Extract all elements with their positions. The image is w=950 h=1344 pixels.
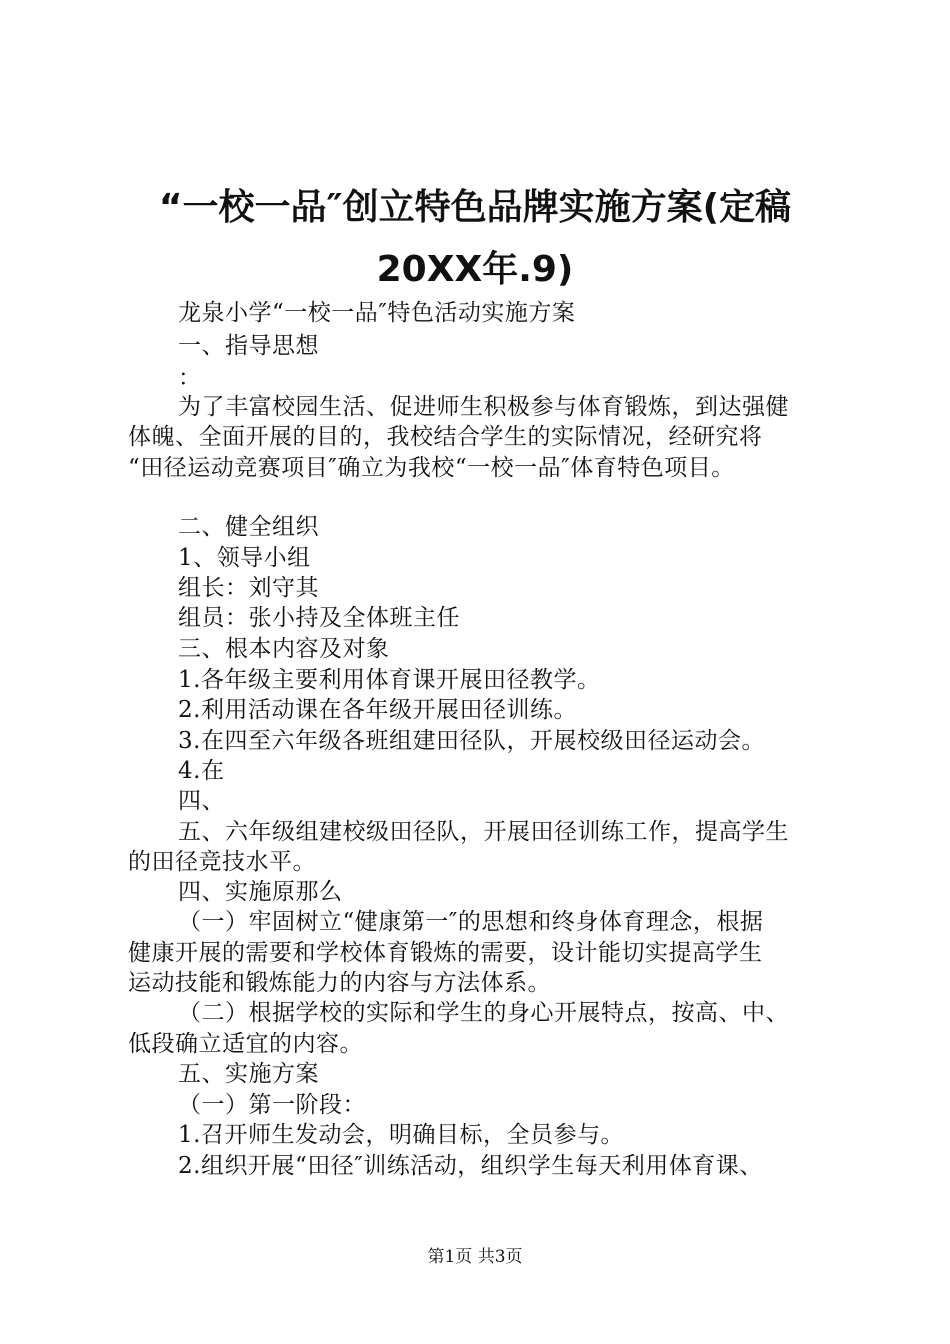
list-item: 1.各年级主要利用体育课开展田径教学。 — [178, 667, 601, 693]
paragraph-line: （一）牢固树立“健康第一″的思想和终身体育理念，根据 — [178, 909, 764, 935]
paragraph-line: 体魄、全面开展的目的，我校结合学生的实际情况，经研究将 — [128, 424, 763, 450]
document-title-line-2: 20XX年.9) — [376, 249, 574, 290]
text-line: 组长：刘守其 — [178, 575, 319, 601]
paragraph-line: 的田径竞技水平。 — [128, 849, 316, 875]
paragraph-line: 运动技能和锻炼能力的内容与方法体系。 — [128, 970, 551, 996]
list-item: 1.召开师生发动会，明确目标，全员参与。 — [178, 1122, 624, 1148]
list-item: 2.组织开展“田径″训练活动，组织学生每天利用体育课、 — [178, 1153, 763, 1179]
paragraph-line: “田径运动竞赛项目″确立为我校“一校一品″体育特色项目。 — [128, 455, 735, 481]
page-number-footer: 第1页 共3页 — [427, 1247, 523, 1267]
text-line: 四、 — [178, 788, 225, 814]
text-line: 组员：张小持及全体班主任 — [178, 605, 460, 631]
subtitle: 龙泉小学“一校一品″特色活动实施方案 — [178, 300, 576, 326]
subsection-heading: （一）第一阶段： — [178, 1092, 366, 1118]
text-line: ： — [178, 365, 202, 391]
section-heading: 四、实施原那么 — [178, 879, 343, 905]
paragraph-line: 健康开展的需要和学校体育锻炼的需要，设计能切实提高学生 — [128, 940, 763, 966]
paragraph-line: 五、六年级组建校级田径队，开展田径训练工作，提高学生 — [178, 819, 789, 845]
paragraph-line: （二）根据学校的实际和学生的身心开展特点，按高、中、 — [178, 1000, 789, 1026]
section-heading: 二、健全组织 — [178, 514, 319, 540]
paragraph-line: 低段确立适宜的内容。 — [128, 1031, 363, 1057]
paragraph-line: 为了丰富校园生活、促进师生积极参与体育锻炼，到达强健 — [178, 394, 789, 420]
list-item: 2.利用活动课在各年级开展田径训练。 — [178, 697, 577, 723]
section-heading: 五、实施方案 — [178, 1061, 319, 1087]
list-item: 4.在 — [178, 758, 225, 784]
section-heading: 三、根本内容及对象 — [178, 636, 390, 662]
document-title-line-1: “一校一品″创立特色品牌实施方案(定稿 — [158, 187, 792, 228]
section-heading: 一、指导思想 — [178, 333, 319, 359]
subsection-heading: 1、领导小组 — [178, 545, 311, 571]
list-item: 3.在四至六年级各班组建田径队，开展校级田径运动会。 — [178, 728, 765, 754]
